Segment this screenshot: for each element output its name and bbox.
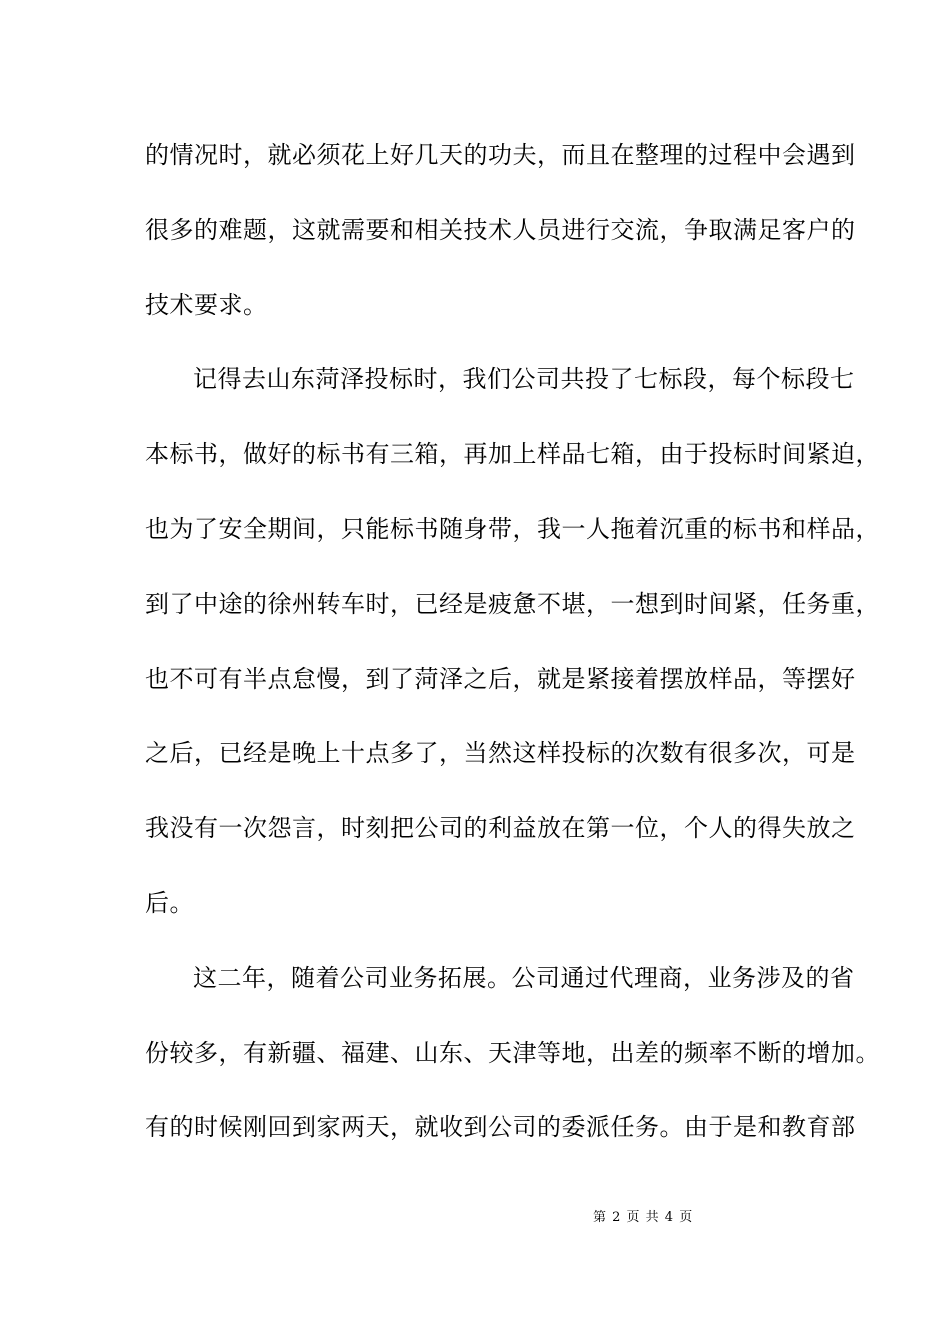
text-line: 有的时候刚回到家两天，就收到公司的委派任务。由于是和教育部 (145, 1113, 856, 1142)
text-line: 记得去山东菏泽投标时，我们公司共投了七标段，每个标段七 (193, 365, 855, 394)
text-line: 的情况时，就必须花上好几天的功夫，而且在整理的过程中会遇到 (145, 141, 856, 169)
text-line: 之后，已经是晚上十点多了，当然这样投标的次数有很多次，可是 (145, 739, 856, 768)
text-line: 份较多，有新疆、福建、山东、天津等地，出差的频率不断的增加。 (145, 1038, 880, 1067)
text-line: 到了中途的徐州转车时，已经是疲惫不堪，一想到时间紧，任务重， (145, 589, 880, 618)
text-line: 后。 (145, 889, 194, 917)
text-line: 也不可有半点怠慢，到了菏泽之后，就是紧接着摆放样品，等摆好 (145, 664, 856, 693)
text-line: 这二年，随着公司业务拓展。公司通过代理商，业务涉及的省 (193, 963, 855, 992)
text-line: 本标书，做好的标书有三箱，再加上样品七箱，由于投标时间紧迫， (145, 440, 880, 469)
page-footer: 第 2 页 共 4 页 (593, 1210, 694, 1225)
text-line: 也为了安全期间，只能标书随身带，我一人拖着沉重的标书和样品， (145, 515, 880, 543)
text-line: 技术要求。 (145, 290, 268, 319)
text-line: 很多的难题，这就需要和相关技术人员进行交流，争取满足客户的 (145, 215, 856, 244)
text-line: 我没有一次怨言，时刻把公司的利益放在第一位，个人的得失放之 (145, 814, 856, 843)
